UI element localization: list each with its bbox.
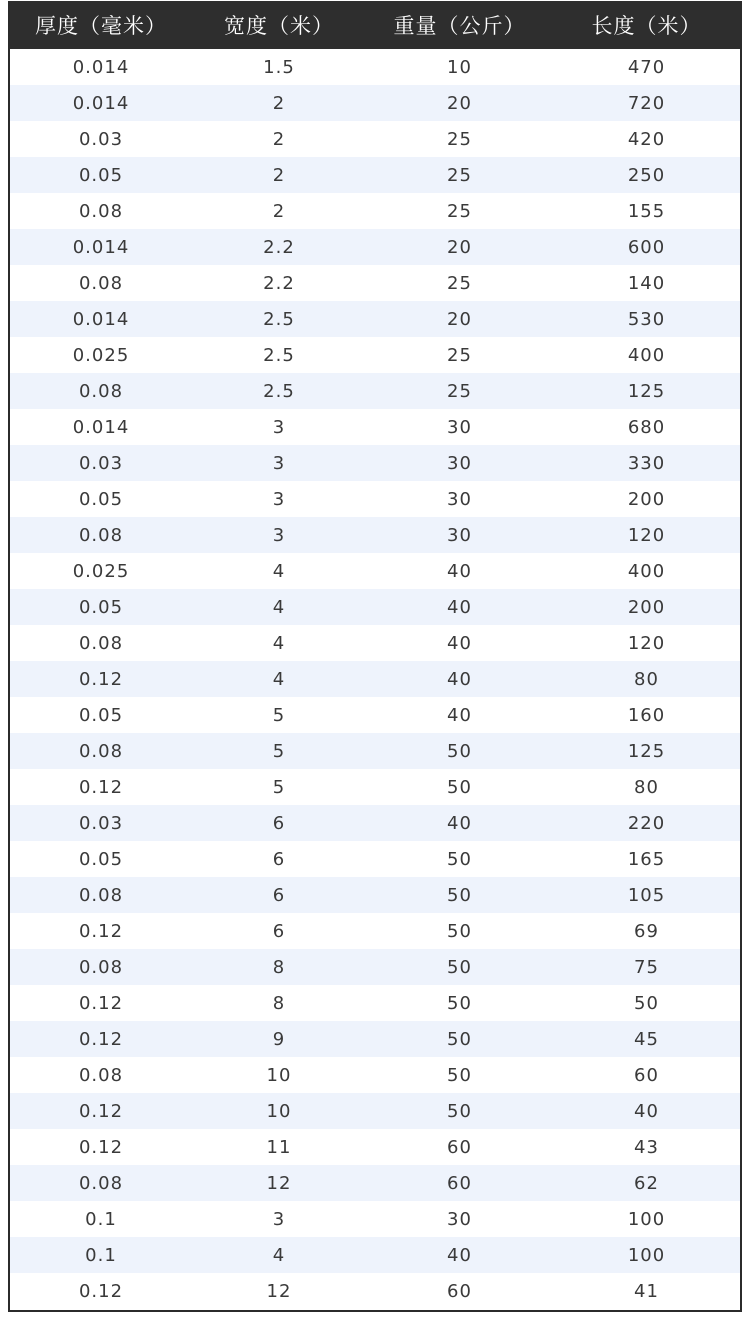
cell-width: 6: [272, 848, 286, 870]
table-row: [10, 697, 740, 733]
table-row: [10, 481, 740, 517]
cell-length: 100: [627, 1208, 666, 1230]
cell-length: 80: [634, 668, 659, 690]
cell-weight: 25: [447, 200, 472, 222]
cell-thickness: 0.12: [78, 992, 124, 1014]
table-row: [10, 769, 740, 805]
cell-thickness: 0.08: [78, 272, 124, 294]
cell-length: 400: [627, 344, 666, 366]
table-row: [10, 553, 740, 589]
cell-length: 165: [627, 848, 666, 870]
cell-weight: 25: [447, 128, 472, 150]
cell-length: 200: [627, 488, 666, 510]
cell-thickness: 0.1: [85, 1244, 117, 1266]
table-body: [10, 49, 740, 1309]
cell-thickness: 0.03: [78, 812, 124, 834]
cell-thickness: 0.12: [78, 1136, 124, 1158]
cell-width: 3: [272, 452, 286, 474]
cell-length: 530: [627, 308, 666, 330]
table-row: [10, 85, 740, 121]
cell-width: 2.5: [263, 380, 295, 402]
cell-width: 2: [272, 164, 286, 186]
cell-length: 120: [627, 632, 666, 654]
cell-length: 120: [627, 524, 666, 546]
cell-thickness: 0.014: [72, 308, 130, 330]
cell-width: 3: [272, 488, 286, 510]
cell-weight: 50: [447, 992, 472, 1014]
table-row: [10, 229, 740, 265]
cell-thickness: 0.05: [78, 704, 124, 726]
cell-thickness: 0.12: [78, 1100, 124, 1122]
cell-width: 3: [272, 524, 286, 546]
cell-thickness: 0.025: [72, 560, 130, 582]
cell-thickness: 0.08: [78, 524, 124, 546]
cell-weight: 50: [447, 740, 472, 762]
table-row: [10, 301, 740, 337]
table-row: [10, 517, 740, 553]
table-row: [10, 409, 740, 445]
table-row: [10, 193, 740, 229]
cell-width: 4: [272, 1244, 286, 1266]
cell-length: 41: [634, 1280, 659, 1302]
cell-weight: 40: [447, 596, 472, 618]
table-row: [10, 121, 740, 157]
table-row: [10, 913, 740, 949]
cell-width: 10: [266, 1100, 292, 1122]
table-row: [10, 49, 740, 85]
cell-length: 330: [627, 452, 666, 474]
cell-width: 10: [266, 1064, 292, 1086]
table-row: [10, 985, 740, 1021]
cell-weight: 50: [447, 920, 472, 942]
cell-thickness: 0.12: [78, 776, 124, 798]
cell-width: 2.5: [263, 308, 295, 330]
table-row: [10, 337, 740, 373]
cell-thickness: 0.014: [72, 56, 130, 78]
cell-weight: 40: [447, 704, 472, 726]
cell-weight: 40: [447, 812, 472, 834]
cell-weight: 40: [447, 632, 472, 654]
cell-length: 140: [627, 272, 666, 294]
cell-weight: 25: [447, 344, 472, 366]
cell-thickness: 0.08: [78, 1064, 124, 1086]
cell-weight: 50: [447, 848, 472, 870]
header-length: 长度（米）: [591, 14, 702, 38]
cell-weight: 50: [447, 1028, 472, 1050]
table-header: [10, 1, 740, 49]
cell-width: 1.5: [263, 56, 295, 78]
cell-thickness: 0.014: [72, 416, 130, 438]
cell-width: 3: [272, 1208, 286, 1230]
cell-length: 220: [627, 812, 666, 834]
spec-table: [10, 1, 740, 1309]
cell-width: 6: [272, 920, 286, 942]
cell-weight: 60: [447, 1172, 472, 1194]
cell-thickness: 0.05: [78, 596, 124, 618]
cell-width: 2: [272, 128, 286, 150]
cell-thickness: 0.014: [72, 236, 130, 258]
cell-thickness: 0.05: [78, 848, 124, 870]
cell-length: 420: [627, 128, 666, 150]
cell-weight: 20: [447, 308, 472, 330]
table-row: [10, 1201, 740, 1237]
table-row: [10, 1273, 740, 1309]
table-row: [10, 157, 740, 193]
cell-thickness: 0.05: [78, 488, 124, 510]
cell-weight: 40: [447, 668, 472, 690]
table-row: [10, 265, 740, 301]
cell-width: 11: [266, 1136, 292, 1158]
header-row: [10, 1, 740, 49]
cell-weight: 30: [447, 452, 472, 474]
cell-length: 62: [634, 1172, 659, 1194]
table-row: [10, 1129, 740, 1165]
cell-weight: 50: [447, 884, 472, 906]
cell-width: 12: [266, 1172, 292, 1194]
cell-width: 2.2: [263, 236, 295, 258]
table-row: [10, 661, 740, 697]
cell-thickness: 0.05: [78, 164, 124, 186]
cell-thickness: 0.08: [78, 740, 124, 762]
cell-width: 6: [272, 884, 286, 906]
cell-width: 9: [272, 1028, 286, 1050]
cell-weight: 40: [447, 560, 472, 582]
cell-thickness: 0.03: [78, 452, 124, 474]
cell-thickness: 0.1: [85, 1208, 117, 1230]
cell-weight: 50: [447, 1064, 472, 1086]
cell-length: 600: [627, 236, 666, 258]
spec-table-frame: [8, 1, 742, 1312]
cell-thickness: 0.12: [78, 920, 124, 942]
table-row: [10, 625, 740, 661]
cell-length: 80: [634, 776, 659, 798]
table-row: [10, 733, 740, 769]
cell-length: 250: [627, 164, 666, 186]
cell-thickness: 0.08: [78, 956, 124, 978]
cell-width: 6: [272, 812, 286, 834]
cell-weight: 40: [447, 1244, 472, 1266]
cell-length: 43: [634, 1136, 659, 1158]
cell-width: 8: [272, 956, 286, 978]
cell-width: 8: [272, 992, 286, 1014]
cell-width: 4: [272, 596, 286, 618]
table-row: [10, 445, 740, 481]
cell-length: 470: [627, 56, 666, 78]
cell-weight: 30: [447, 1208, 472, 1230]
header-weight: 重量（公斤）: [393, 14, 526, 38]
cell-length: 40: [634, 1100, 659, 1122]
cell-length: 155: [627, 200, 666, 222]
table-row: [10, 1057, 740, 1093]
table-row: [10, 1093, 740, 1129]
cell-width: 5: [272, 704, 286, 726]
cell-length: 125: [627, 740, 666, 762]
table-row: [10, 589, 740, 625]
cell-weight: 30: [447, 524, 472, 546]
cell-length: 720: [627, 92, 666, 114]
cell-thickness: 0.12: [78, 1028, 124, 1050]
cell-weight: 25: [447, 164, 472, 186]
table-row: [10, 373, 740, 409]
cell-width: 4: [272, 632, 286, 654]
cell-weight: 60: [447, 1136, 472, 1158]
table-row: [10, 805, 740, 841]
cell-weight: 50: [447, 1100, 472, 1122]
cell-weight: 25: [447, 272, 472, 294]
cell-width: 5: [272, 740, 286, 762]
cell-thickness: 0.03: [78, 128, 124, 150]
cell-width: 2: [272, 200, 286, 222]
cell-width: 2.5: [263, 344, 295, 366]
cell-width: 3: [272, 416, 286, 438]
cell-length: 75: [634, 956, 659, 978]
cell-thickness: 0.08: [78, 632, 124, 654]
cell-weight: 30: [447, 416, 472, 438]
table-row: [10, 949, 740, 985]
cell-weight: 60: [447, 1280, 472, 1302]
header-width: 宽度（米）: [224, 14, 334, 38]
cell-thickness: 0.08: [78, 884, 124, 906]
cell-weight: 50: [447, 776, 472, 798]
table-row: [10, 1021, 740, 1057]
header-thickness: 厚度（毫米）: [35, 14, 167, 38]
cell-width: 4: [272, 668, 286, 690]
cell-length: 69: [634, 920, 659, 942]
cell-weight: 20: [447, 236, 472, 258]
cell-length: 45: [634, 1028, 659, 1050]
cell-weight: 25: [447, 380, 472, 402]
cell-weight: 10: [447, 56, 472, 78]
cell-width: 4: [272, 560, 286, 582]
cell-weight: 30: [447, 488, 472, 510]
cell-width: 12: [266, 1280, 292, 1302]
cell-thickness: 0.12: [78, 1280, 124, 1302]
cell-length: 200: [627, 596, 666, 618]
cell-weight: 50: [447, 956, 472, 978]
cell-thickness: 0.025: [72, 344, 130, 366]
cell-length: 100: [627, 1244, 666, 1266]
table-row: [10, 877, 740, 913]
table-row: [10, 841, 740, 877]
cell-thickness: 0.08: [78, 1172, 124, 1194]
cell-length: 400: [627, 560, 666, 582]
cell-length: 60: [634, 1064, 659, 1086]
cell-length: 160: [627, 704, 666, 726]
cell-length: 680: [627, 416, 666, 438]
cell-thickness: 0.12: [78, 668, 124, 690]
cell-width: 5: [272, 776, 286, 798]
table-row: [10, 1237, 740, 1273]
cell-width: 2: [272, 92, 286, 114]
cell-width: 2.2: [263, 272, 295, 294]
cell-length: 125: [627, 380, 666, 402]
cell-thickness: 0.08: [78, 200, 124, 222]
cell-length: 50: [634, 992, 659, 1014]
cell-thickness: 0.014: [72, 92, 130, 114]
cell-length: 105: [627, 884, 666, 906]
cell-weight: 20: [447, 92, 472, 114]
cell-thickness: 0.08: [78, 380, 124, 402]
table-row: [10, 1165, 740, 1201]
